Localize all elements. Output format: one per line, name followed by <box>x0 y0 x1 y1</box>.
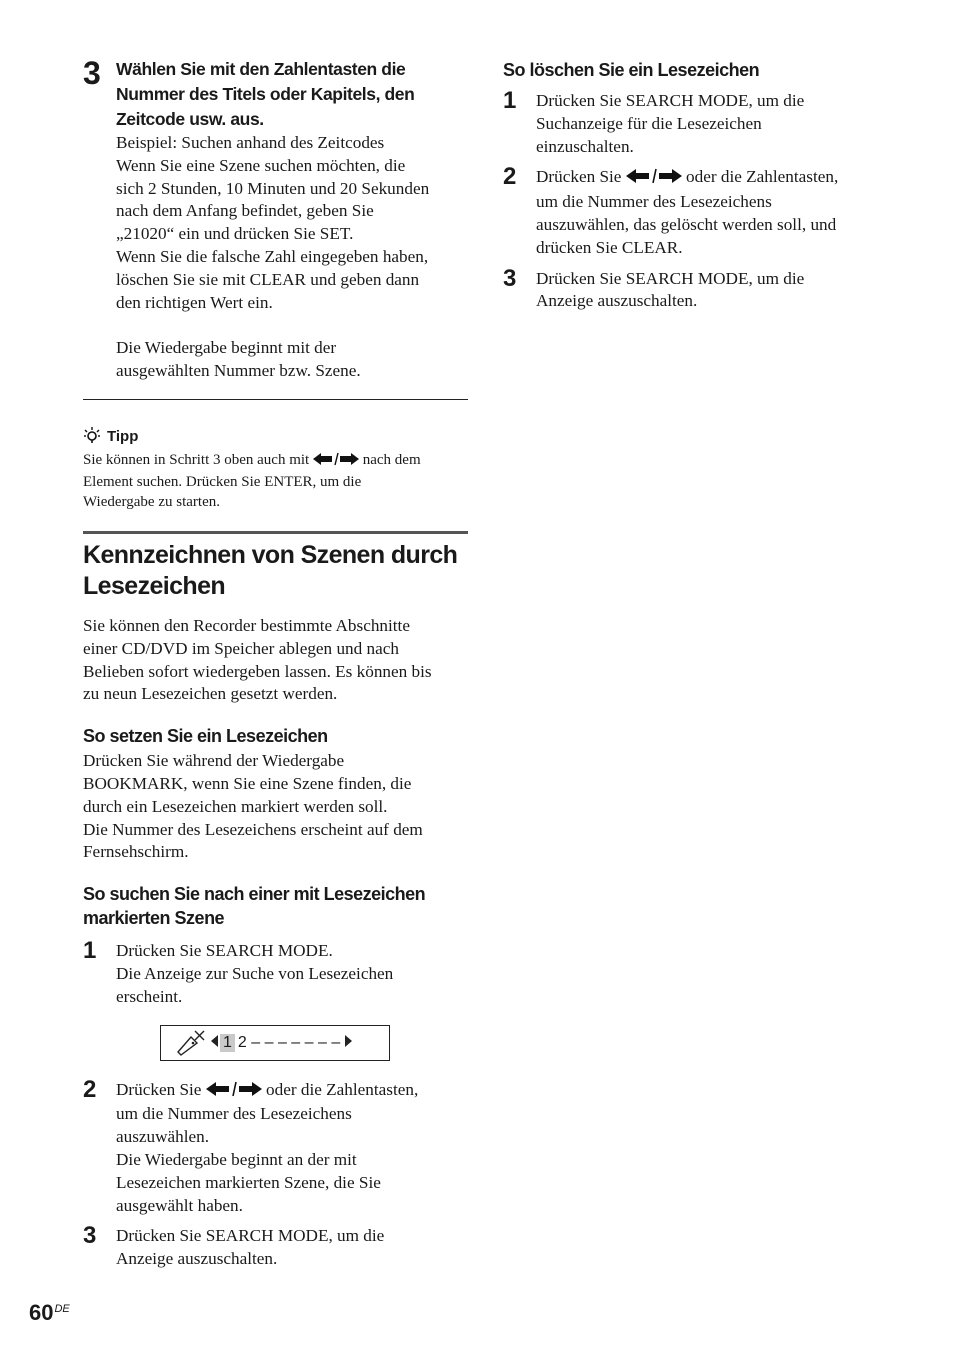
search-step-3 <box>83 1222 468 1271</box>
body-line: zu neun Lesezeichen gesetzt werden. <box>83 684 338 704</box>
body-line: auszuwählen. <box>116 1127 210 1147</box>
section-rule <box>83 531 468 534</box>
step-number: 3 <box>83 55 101 91</box>
body-line: Fernsehschirm. <box>83 842 189 862</box>
body-line: einer CD/DVD im Speicher ablegen und nach <box>83 638 399 658</box>
body-line: erscheint. <box>116 986 183 1006</box>
selected-bookmark: 1 <box>220 1034 235 1052</box>
body-line: Drücken Sie SEARCH MODE, um die <box>116 1226 385 1246</box>
body-line: Suchanzeige für die Lesezeichen <box>536 113 762 133</box>
left-column <box>83 50 468 1271</box>
body-line: BOOKMARK, wenn Sie eine Szene finden, die <box>83 773 412 793</box>
body-line: nach dem Anfang befindet, geben Sie <box>116 201 374 221</box>
tipp-line: Wiedergabe zu starten. <box>83 493 220 510</box>
body-line: drücken Sie CLEAR. <box>536 237 683 257</box>
body-line: um die Nummer des Lesezeichens <box>116 1104 352 1124</box>
page-number-value: 60 <box>29 1300 54 1325</box>
left-right-arrow-icon <box>313 452 359 472</box>
tipp-line: nach dem <box>362 451 421 468</box>
left-right-arrow-icon <box>626 168 682 191</box>
subheading-set-bookmark: So setzen Sie ein Lesezeichen <box>83 726 328 747</box>
body-line: Drücken Sie SEARCH MODE, um die <box>536 91 805 110</box>
right-column <box>503 50 888 313</box>
subheading-line: So suchen Sie nach einer mit Lesezeichen <box>83 884 426 905</box>
step-3-select-number <box>83 57 468 383</box>
step-number: 2 <box>503 163 517 191</box>
body-line: Drücken Sie während der Wiedergabe <box>83 751 345 771</box>
tipp-line: Sie können in Schritt 3 oben auch mit <box>83 451 310 468</box>
body-line: Die Wiedergabe beginnt mit der <box>116 338 337 358</box>
tipp-heading <box>83 426 468 448</box>
tipp-label: Tipp <box>107 428 139 446</box>
body-line: Wenn Sie eine Szene suchen möchten, die <box>116 155 406 175</box>
right-triangle-icon <box>345 1034 352 1052</box>
page-number <box>29 1300 70 1326</box>
body-line: Drücken Sie SEARCH MODE, um die <box>536 268 805 288</box>
body-line: sich 2 Stunden, 10 Minuten und 20 Sekunden <box>116 178 430 198</box>
section-title-line: Kennzeichnen von Szenen durch <box>83 540 458 569</box>
search-step-1 <box>83 937 468 1008</box>
body-line: ausgewählten Nummer bzw. Szene. <box>116 361 361 381</box>
bookmark-display <box>160 1025 390 1061</box>
step-body <box>116 132 468 383</box>
step-number: 1 <box>503 87 517 114</box>
body-line: Lesezeichen markierten Szene, die Sie <box>116 1172 381 1192</box>
subheading-delete-bookmark: So löschen Sie ein Lesezeichen <box>503 60 760 80</box>
section-intro <box>83 615 468 706</box>
delete-step-3 <box>503 264 888 314</box>
step-number: 3 <box>83 1222 97 1250</box>
set-bookmark-text <box>83 750 468 864</box>
body-line: Die Anzeige zur Suche von Lesezeichen <box>116 963 394 983</box>
body-line: ausgewählt haben. <box>116 1195 243 1215</box>
body-line: Sie können den Recorder bestimmte Abschnitte <box>83 615 410 635</box>
lightbulb-icon <box>83 426 101 448</box>
step-title-line: Nummer des Titels oder Kapitels, den <box>116 84 415 104</box>
tipp-line: Element suchen. Drücken Sie ENTER, um die <box>83 473 362 490</box>
body-line: oder die Zahlentasten, <box>686 167 839 187</box>
step-title-line: Wählen Sie mit den Zahlentasten die <box>116 59 406 79</box>
divider <box>83 399 468 400</box>
step-number: 1 <box>83 937 97 965</box>
body-line: Beispiel: Suchen anhand des Zeitcodes <box>116 133 385 152</box>
delete-step-1 <box>503 87 888 158</box>
body-line: Drücken Sie <box>536 167 622 187</box>
bookmark-icon <box>177 1028 209 1058</box>
subheading-search-bookmark <box>83 882 468 930</box>
step-title-line: Zeitcode usw. aus. <box>116 109 264 129</box>
body-line: um die Nummer des Lesezeichens <box>536 192 772 212</box>
body-line: „21020“ ein und drücken Sie SET. <box>116 224 354 244</box>
body-line: Anzeige auszuschalten. <box>116 1249 278 1269</box>
body-line: Drücken Sie <box>116 1079 202 1099</box>
body-line: auszuwählen, das gelöscht werden soll, und <box>536 214 837 234</box>
subheading-line: markierten Szene <box>83 908 225 929</box>
search-step-2 <box>83 1075 468 1218</box>
section-title <box>83 540 468 602</box>
body-line: Die Wiedergabe beginnt an der mit <box>116 1149 357 1169</box>
step-number: 2 <box>83 1075 97 1103</box>
body-line: löschen Sie sie mit CLEAR und geben dann <box>116 269 420 289</box>
body-line: einzuschalten. <box>536 136 634 156</box>
body-line: Anzeige auszuschalten. <box>536 291 698 311</box>
section-title-line: Lesezeichen <box>83 571 226 600</box>
step-number: 3 <box>503 264 517 292</box>
left-triangle-icon <box>211 1034 218 1052</box>
step-title <box>116 57 468 132</box>
delete-step-2 <box>503 163 888 259</box>
body-line: oder die Zahlentasten, <box>266 1079 419 1099</box>
body-line: den richtigen Wert ein. <box>116 292 273 312</box>
body-line: Die Nummer des Lesezeichens erscheint auf dem <box>83 819 423 839</box>
tipp-text <box>83 450 468 512</box>
body-line: Belieben sofort wiedergeben lassen. Es können bis <box>83 661 432 681</box>
page-language-code: DE <box>54 1302 70 1315</box>
body-line: durch ein Lesezeichen markiert werden soll. <box>83 796 388 816</box>
bookmark-slots: 2 – – – – – – – <box>237 1033 341 1051</box>
left-right-arrow-icon <box>206 1081 262 1104</box>
body-line: Wenn Sie die falsche Zahl eingegeben haben, <box>116 246 429 266</box>
body-line: Drücken Sie SEARCH MODE. <box>116 941 333 961</box>
